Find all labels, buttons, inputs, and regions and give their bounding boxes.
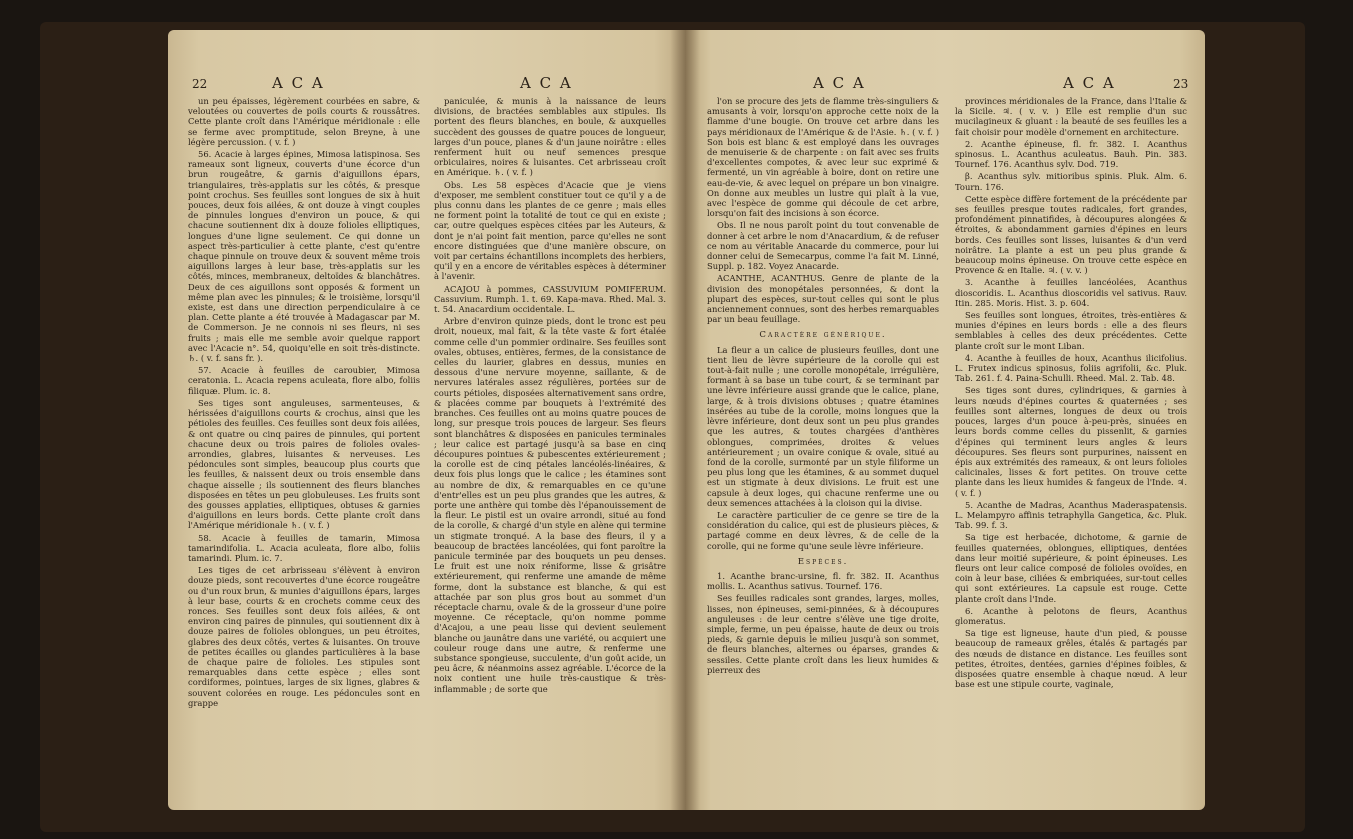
right-column-2 <box>955 96 1187 691</box>
running-header-right-col2: A C A <box>1063 74 1116 92</box>
right-column-1 <box>707 96 939 677</box>
left-column-1 <box>188 96 420 710</box>
paragraph: Obs. Il ne nous paroît point du tout convenable de donner à cet arbre le nom d'Anacardium, & de refuser ce nom au véritable Anacarde du commerce, pour lui donner celui de Semecarpus, comme l'a fait M. Linné, Suppl. p. 182. Voyez Anacarde. <box>707 220 939 272</box>
section-heading: Caractère générique. <box>759 330 887 341</box>
page-number-left: 22 <box>192 77 208 91</box>
paragraph: ACAJOU à pommes, CASSUVIUM POMIFERUM. Cassuvium. Rumph. 1. t. 69. Kapa-mava. Rhed. Mal. 3. t. 54. Anacardium occidentale. L. <box>434 283 666 315</box>
paragraph: Le caractère particulier de ce genre se tire de la considération du calice, qui est de plusieurs pièces, & partagé comme en deux lèvres, & de celle de la corolle, qui ne forme qu'une seule lèvre inférieure. <box>707 509 939 551</box>
paragraph: 4. Acanthe à feuilles de houx, Acanthus ilicifolius. L. Frutex indicus spinosus, foliis agrifolii, &c. Pluk. Tab. 261. f. 4. Paina-Schulli. Rheed. Mal. 2. Tab. 48. <box>955 352 1187 384</box>
paragraph: Ses feuilles radicales sont grandes, larges, molles, lisses, non épineuses, semi-pinnées, & à découpures anguleuses : de leur centre s'élève une tige droite, simple, ferme, un peu épaisse, haute de deux ou trois pieds, & garnie depuis le milieu jusqu'à son sommet, de fleurs blanches, alternes ou éparses, grandes & sessiles. Cette plante croît dans les lieux humides & pierreux des <box>707 593 939 675</box>
section-heading: Espèces. <box>797 556 849 567</box>
paragraph: 1. Acanthe branc-ursine, fl. fr. 382. II. Acanthus mollis. L. Acanthus sativus. Tournef. 176. <box>707 570 939 592</box>
paragraph: Cette espèce diffère fortement de la précédente par ses feuilles presque toutes radicales, fort grandes, profondément pinnatifides, à découpures alongées & étroites, & abondamment garnies d'épines en leurs bords. Ces feuilles sont lisses, luisantes & d'un verd noirâtre. La plante a est un peu plus grande & beaucoup moins épineuse. On trouve cette espèce en Provence & en Italie. ♃. ( v. v. ) <box>955 193 1187 276</box>
paragraph: 56. Acacie à larges épines, Mimosa latispinosa. Ses rameaux sont ligneux, couverts d'une écorce d'un brun rougeâtre, & garnis d'aiguillons épars, triangulaires, très-applatis sur les côtés, & presque point crochus. Ses feuilles sont longues de six à huit pouces, deux fois ailées, & ont douze à vingt couples de pinnules longues d'environ un pouce, & qui chacune soutiennent dix à douze folioles elliptiques, longues d'une ligne seulement. Ce qui donne un aspect très-particulier à cette plante, c'est qu'entre chaque pinnule on trouve deux & souvent même trois aiguillons larges à leur base, très-applatis sur les côtés, minces, membraneux, deltoïdes & blanchâtres. Deux de ces aiguillons sont opposés & forment un même plan avec les pinnules; & le troisième, lorsqu'il existe, est dans une direction perpendiculaire à ce plan. Cette plante a été trouvée à Madagascar par M. de Commerson. Je ne connois ni ses fleurs, ni ses fruits ; mais elle me semble avoir quelque rapport avec l'Acacie n°. 54, quoiqu'elle en soit très-distincte. ♄. ( v. f. sans fr. ). <box>188 149 420 364</box>
book-gutter <box>670 30 700 810</box>
paragraph: Arbre d'environ quinze pieds, dont le tronc est peu droit, noueux, mal fait, & la tête vaste & fort étalée comme celle d'un pommier ordinaire. Ses feuilles sont ovales, obtuses, entières, fermes, de la consistance de celles du laurier, glabres en dessus, munies en dessous d'une nervure moyenne, saillante, & de nervures latérales assez régulières, portées sur de courts pétioles, disposées alternativement sans ordre, & placées comme par bouquets à l'extrémité des branches. Ces feuilles ont au moins quatre pouces de long, sur presque trois pouces de largeur. Ses fleurs sont blanchâtres & disposées en panicules terminales ; leur calice est partagé jusqu'à sa base en cinq découpures pointues & pubescentes extérieurement ; la corolle est de cinq pétales lancéolés-linéaires, & deux fois plus longs que le calice ; les étamines sont au nombre de dix, & remarquables en ce qu'une d'entr'elles est un peu plus grandes que les autres, & porte une anthère qui tombe dès l'épanouissement de la fleur. Le pistil est un ovaire arrondi, situé au fond de la corolle, & chargé d'un style en alène qui termine un stigmate tronqué. A la base des fleurs, il y a beaucoup de bractées lancéolées, qui font paroître la panicule terminée par des bouquets un peu denses. Le fruit est une noix réniforme, lisse & grisâtre extérieurement, qui renferme une amande de même forme, dont la substance est blanche, & qui est attachée par son plus gros bout au sommet d'un réceptacle charnu, ovale & de la grosseur d'une poire moyenne. Ce réceptacle, qu'on nomme pomme d'Acajou, a une peau lisse qui devient seulement blanche ou jaunâtre dans une variété, ou acquiert une couleur rouge dans une autre, & renferme une substance spongieuse, succulente, d'un goût acide, un peu âcre, & néanmoins assez agréable. L'écorce de la noix contient une huile très-caustique & très-inflammable ; de sorte que <box>434 316 666 694</box>
left-column-2 <box>434 96 666 696</box>
page-number-right: 23 <box>1173 77 1189 91</box>
paragraph: provinces méridionales de la France, dans l'Italie & la Sicile. ♃. ( v. v. ) Elle est remplie d'un suc mucilagineux & gluant : la beauté de ses feuilles les a fait choisir pour modèle d'ornement en architecture. <box>955 96 1187 137</box>
paragraph: 57. Acacie à feuilles de caroubier, Mimosa ceratonia. L. Acacia repens aculeata, flore albo, foliis filiquæ. Plum. ic. 8. <box>188 365 420 396</box>
paragraph: 6. Acanthe à pelotons de fleurs, Acanthus glomeratus. <box>955 605 1187 626</box>
paragraph: Ses tiges sont dures, cylindriques, & garnies à leurs nœuds d'épines courtes & quaternées ; ses feuilles sont alternes, longues de deux ou trois pouces, larges d'un pouce à-peu-près, sinuées en leurs bords comme celles du pissenlit, & garnies d'épines qui terminent leurs angles & leurs découpures. Ses fleurs sont purpurines, naissent en épis aux extrémités des rameaux, & ont leurs folioles calicinales, lisses & fort petites. On trouve cette plante dans les lieux humides & fangeux de l'Inde. ♃. ( v. f. ) <box>955 385 1187 498</box>
paragraph: un peu épaisses, légèrement courbées en sabre, & veloutées ou couvertes de poils courts & roussâtres. Cette plante croît dans l'Amérique méridionale : elle se ferme avec promptitude, selon Breyne, à une légère percussion. ( v. f. ) <box>188 96 420 147</box>
running-header-right-col1: A C A <box>813 74 866 92</box>
running-header-left-col2: A C A <box>520 74 573 92</box>
paragraph: Sa tige est ligneuse, haute d'un pied, & pousse beaucoup de rameaux grêles, étalés & partagés par des nœuds de distance en distance. Les feuilles sont petites, étroites, dentées, garnies d'épines foibles, & disposées quatre ensemble à chaque nœud. A leur base est une stipule courte, vaginale, <box>955 628 1187 690</box>
paragraph: paniculée, & munis à la naissance de leurs divisions, de bractées semblables aux stipules. Ils portent des fleurs blanches, en boule, & auxquelles succèdent des gousses de quatre pouces de longueur, larges d'un pouce, planes & d'un jaune noirâtre : elles renferment huit ou neuf semences presque orbiculaires, noires & luisantes. Cet arbrisseau croît en Amérique. ♄. ( v. f. ) <box>434 96 666 178</box>
paragraph: 58. Acacie à feuilles de tamarin, Mimosa tamarindifolia. L. Acacia aculeata, flore albo, foliis tamarindi. Plum. ic. 7. <box>188 532 420 563</box>
paragraph: 3. Acanthe à feuilles lancéolées, Acanthus dioscoridis. L. Acanthus dioscoridis vel sativus. Rauv. Itin. 285. Moris. Hist. 3. p. 604. <box>955 277 1187 308</box>
paragraph: Les tiges de cet arbrisseau s'élèvent à environ douze pieds, sont recouvertes d'une écorce rougeâtre ou d'un roux brun, & munies d'aiguillons épars, larges à leur base, courts & en crochets comme ceux des ronces. Ses feuilles sont deux fois ailées, & ont environ cinq paires de pinnules, qui soutiennent dix à douze paires de folioles oblongues, un peu étroites, glabres des deux côtés, vertes & luisantes. On trouve de petites écailles ou glandes particulières à la base de chaque paire de folioles. Les stipules sont remarquables dans cette espèce ; elles sont cordiformes, pointues, larges de six lignes, glabres & souvent colorées en rouge. Les pédoncules sont en grappe <box>188 565 420 708</box>
paragraph: l'on se procure des jets de flamme très-singuliers & amusants à voir, lorsqu'on approche cette noix de la flamme d'une bougie. On trouve cet arbre dans les pays méridionaux de l'Amérique & de l'Asie. ♄. ( v. f. ) Son bois est blanc & est employé dans les ouvrages de menuiserie & de charpente : on fait avec ses fruits d'excellentes compotes, & avec leur suc exprimé & fermenté, un vin agréable à boire, dont on retire une eau-de-vie, & avec lequel on prépare un bon vinaigre. On donne aux meubles un lustre qui plaît à la vue, avec l'espèce de gomme qui découle de cet arbre, lorsqu'on fait des incisions à son écorce. <box>707 96 939 219</box>
paragraph: β. Acanthus sylv. mitioribus spinis. Pluk. Alm. 6. Tourn. 176. <box>955 171 1187 192</box>
paragraph: La fleur a un calice de plusieurs feuilles, dont une tient lieu de lèvre supérieure de la corolle qui est tout-à-fait nulle ; une corolle monopétale, irrégulière, formant à sa base un tube court, & se terminant par une lèvre inférieure aussi grande que le calice, plane, large, & à trois divisions obtuses ; quatre étamines insérées au tube de la corolle, moins longues que la lèvre inférieure, dont deux sont un peu plus grandes que les autres, & toutes chargées d'anthères oblongues, comprimées, droites & velues antérieurement ; un ovaire conique & ovale, situé au fond de la corolle, surmonté par un style filiforme un peu plus long que les étamines, & au sommet duquel est un stigmate à deux divisions. Le fruit est une capsule à deux loges, qui chacune renferme une ou deux semences attachées à la cloison qui la divise. <box>707 344 939 508</box>
left-page <box>168 30 685 810</box>
paragraph: 5. Acanthe de Madras, Acanthus Maderaspatensis. L. Melampyro affinis tetraphylla Gangetica, &c. Pluk. Tab. 99. f. 3. <box>955 499 1187 531</box>
paragraph: Ses feuilles sont longues, étroites, très-entières & munies d'épines en leurs bords : elle a des fleurs semblables à celles des deux précédentes. Cette plante croît sur le mont Liban. <box>955 310 1187 351</box>
paragraph: ACANTHE, ACANTHUS. Genre de plante de la division des monopétales personnées, & dont la plupart des espèces, sur-tout celles qui sont le plus anciennement connues, sont des herbes remarquables par un beau feuillage. <box>707 273 939 325</box>
paragraph: Ses tiges sont anguleuses, sarmenteuses, & hérissées d'aiguillons courts & crochus, ainsi que les pétioles des feuilles. Ces feuilles sont deux fois ailées, & ont quatre ou cinq paires de pinnules, qui portent chacune deux ou trois paires de folioles ovales-arrondies, glabres, luisantes & nerveuses. Les pédoncules sont simples, beaucoup plus courts que les feuilles, & naissent deux ou trois ensemble dans chaque aisselle ; ils soutiennent des fleurs blanches disposées en têtes un peu globuleuses. Les fruits sont des gousses applaties, elliptiques, obtuses & garnies d'aiguillons en leurs bords. Cette plante croît dans l'Amérique méridionale ♄. ( v. f. ) <box>188 397 420 531</box>
paragraph: 2. Acanthe épineuse, fl. fr. 382. I. Acanthus spinosus. L. Acanthus aculeatus. Bauh. Pin. 383. Tournef. 176. Acanthus sylv. Dod. 719. <box>955 138 1187 170</box>
paragraph: Sa tige est herbacée, dichotome, & garnie de feuilles quaternées, oblongues, elliptiques, dentées dans leur moitié supérieure, & point épineuses. Les fleurs ont leur calice composé de folioles ovoïdes, en coin à leur base, ciliées & embriquées, sur-tout celles qui sont extérieures. La capsule est rouge. Cette plante croît dans l'Inde. <box>955 532 1187 604</box>
paragraph: Obs. Les 58 espèces d'Acacie que je viens d'exposer, me semblent constituer tout ce qu'il y a de plus connu dans les plantes de ce genre ; mais elles ne forment point la totalité de tout ce qui en existe ; car, outre quelques espèces citées par les Auteurs, & dont je n'ai point fait mention, parce qu'elles ne sont encore distinguées que d'une manière obscure, on voit par certains échantillons incomplets des herbiers, qu'il y en a encore de véritables espèces à déterminer à l'avenir. <box>434 179 666 282</box>
right-page <box>685 30 1205 810</box>
running-header-left-col1: A C A <box>272 74 325 92</box>
